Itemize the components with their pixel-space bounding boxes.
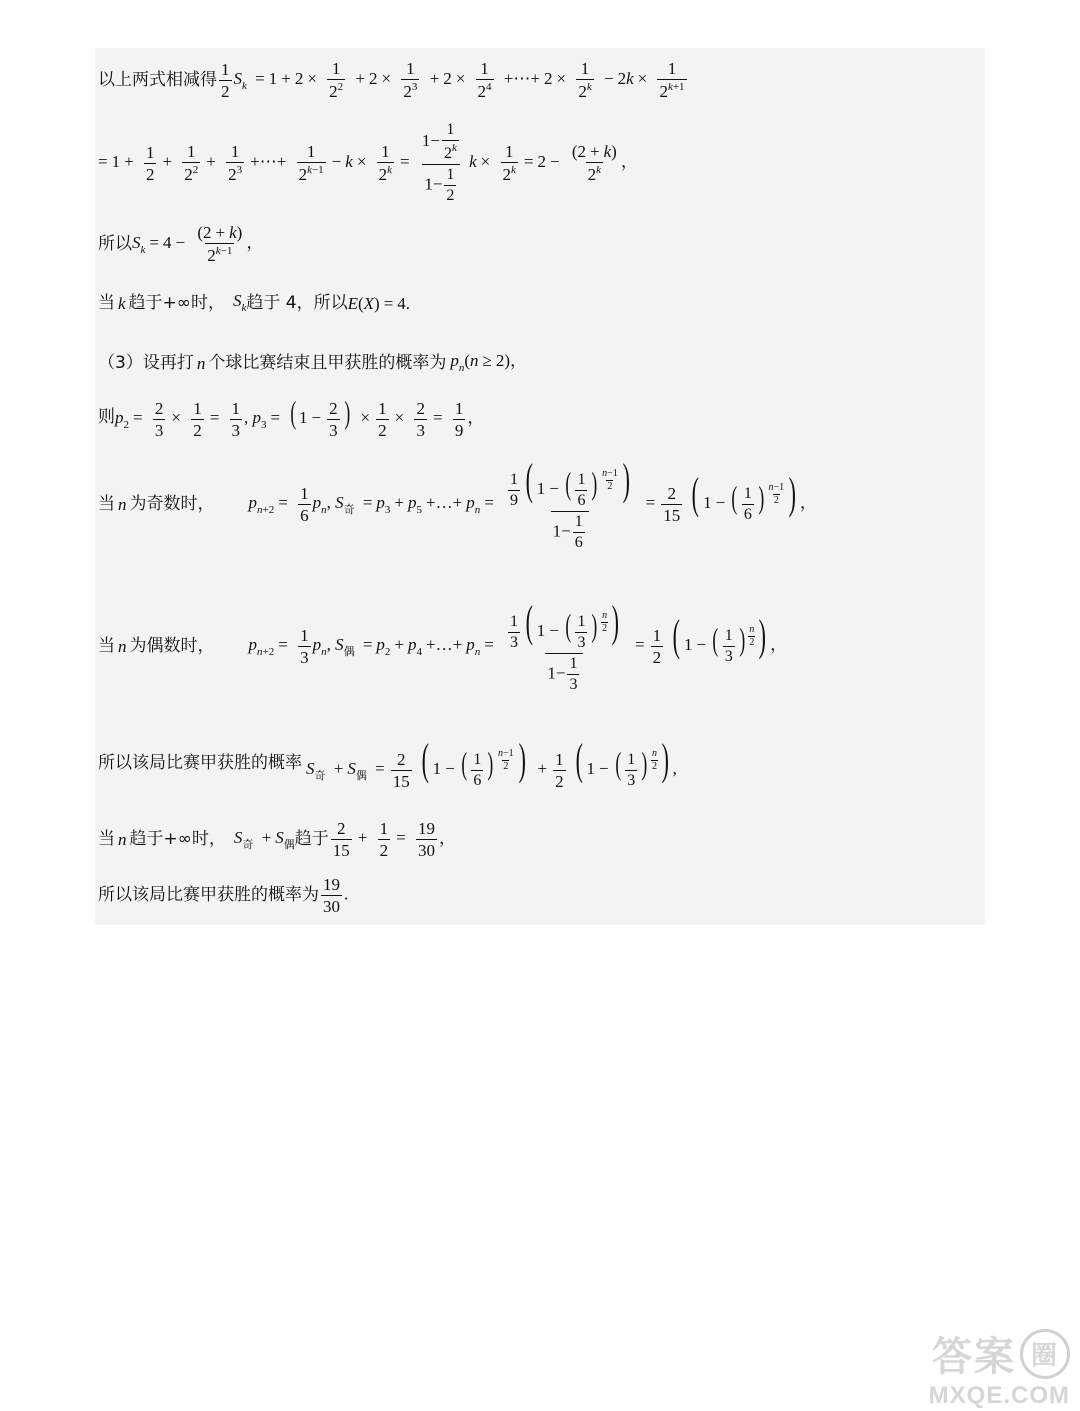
sub-even: 偶 — [343, 645, 355, 659]
line-8-b: 为偶数时， — [129, 635, 215, 656]
line-4-c: 趋于 4，所以 — [246, 292, 348, 313]
line-subtract: 以上两式相减得 $\frac{1}{2}$ $S_k = 1 + 2$ × $\frac{1}{2^2}$ + 2 × $\frac{1}{2^3}$ + 2 × $\frac{1}{2^4}$ +⋯+ 2 × $\frac{1}{2^k}$ − 2k × $\frac{1}{2^{k+1}}$ — [98, 59, 685, 101]
line-expectation: 当 k 趋于+∞时， $S_k$ 趋于 4，所以 E(X) = 4. — [98, 291, 411, 314]
line-conclusion: 所以该局比赛甲获胜的概率为 $\frac{19}{30}$ . — [98, 875, 349, 916]
line-5-b: 个球比赛结束且甲获胜的概率为 — [208, 352, 447, 373]
line-1-prefix: 以上两式相减得 — [98, 69, 217, 90]
watermark-top-text: 答案 — [932, 1333, 1016, 1380]
watermark-logo — [895, 1325, 1070, 1409]
line-4-b: 趋于+∞时， — [128, 292, 225, 313]
line-11-prefix: 所以该局比赛甲获胜的概率为 — [98, 885, 319, 905]
line-10-b: 趋于+∞时， — [129, 829, 226, 849]
line-sk-result: 所以 $S_k = 4$ − $\frac{(2 + k)}{2^{k-1}}$ ， — [98, 223, 264, 265]
line-7-prefix: 当 — [98, 493, 115, 514]
line-limit: 当 n 趋于+∞时， $S_奇 + S_偶$ 趋于 $\frac{2}{15}$ + $\frac{1}{2}$ = $\frac{19}{30}$ ， — [98, 819, 456, 860]
sub-odd-2: 奇 — [314, 769, 326, 782]
line-odd-case: 当 n 为奇数时， $p_{n+2}$ = $\frac{1}{6}$ $p_n$, $S_奇 = p_3 + p_5$ +…+ $p_n$ = $\frac{1}{9}$ ( 1 − ( $\frac{1}{6}$ ) $\frac{n-1}{2}$ ) 1− $\frac{1}{6}$ = $\frac{2}{15}$ ( 1 − ( $\frac{1}{6}$ ) $\frac{n-1}{2}$ ) ， — [98, 455, 817, 551]
line-part3-intro: （3）设再打 n 个球比赛结束且甲获胜的概率为 $p_n(n \ge 2)$， — [98, 351, 528, 374]
line-total-prob: 所以该局比赛甲获胜的概率 $S_奇 + S_偶$ = $\frac{2}{15}$ ( 1 − ( $\frac{1}{6}$ ) $\frac{n-1}{2}$ ) + $\frac{1}{2}$ ( 1 − ( $\frac{1}{3}$ ) $\frac{n}{2}$ ) , — [98, 735, 677, 791]
sub-even-2: 偶 — [355, 769, 367, 782]
sub-odd-3: 奇 — [242, 838, 254, 851]
line-even-case: 当 n 为偶数时， $p_{n+2}$ = $\frac{1}{3}$ $p_n$, $S_偶 = p_2 + p_4$ +…+ $p_n$ = $\frac{1}{3}$ ( 1 − ( $\frac{1}{3}$ ) $\frac{n}{2}$ ) 1− $\frac{1}{3}$ = $\frac{1}{2}$ ( 1 − ( $\frac{1}{3}$ ) $\frac{n}{2}$ ) ， — [98, 597, 788, 693]
watermark-circle: 圈 — [1020, 1329, 1070, 1379]
line-10-a: 当 — [98, 829, 115, 849]
line-p2-p3: 则 $p_2$ = $\frac{2}{3}$ × $\frac{1}{2}$ = $\frac{1}{3}$ , $p_3$ = ( 1 − $\frac{2}{3}$ ) × $\frac{1}{2}$ × $\frac{2}{3}$ = $\frac{1}{9}$ ， — [98, 394, 485, 440]
sub-odd: 奇 — [343, 503, 355, 517]
line-7-b: 为奇数时， — [129, 493, 215, 514]
line-3-prefix: 所以 — [98, 233, 132, 254]
line-8-prefix: 当 — [98, 635, 115, 656]
watermark-url: MXQE.COM — [928, 1382, 1070, 1409]
line-6-prefix: 则 — [98, 406, 115, 427]
line-sum-simplify: = 1 + $\frac{1}{2}$ + $\frac{1}{2^2}$ + $\frac{1}{2^3}$ +⋯+ $\frac{1}{2^{k-1}}$ − k × $\frac{1}{2^k}$ = 1− $\frac{1}{2^k}$ 1− $\frac{1}{2}$ k × $\frac{1}{2^k}$ = 2 − $\frac{(2 + k)}{2^k}$ ， — [98, 121, 638, 204]
sub-even-3: 偶 — [283, 838, 295, 851]
line-4-a: 当 — [98, 292, 115, 313]
line-9-prefix: 所以该局比赛甲获胜的概率 — [98, 753, 302, 774]
line-5-a: （3）设再打 — [98, 352, 194, 373]
line-10-c: 趋于 — [294, 829, 329, 849]
